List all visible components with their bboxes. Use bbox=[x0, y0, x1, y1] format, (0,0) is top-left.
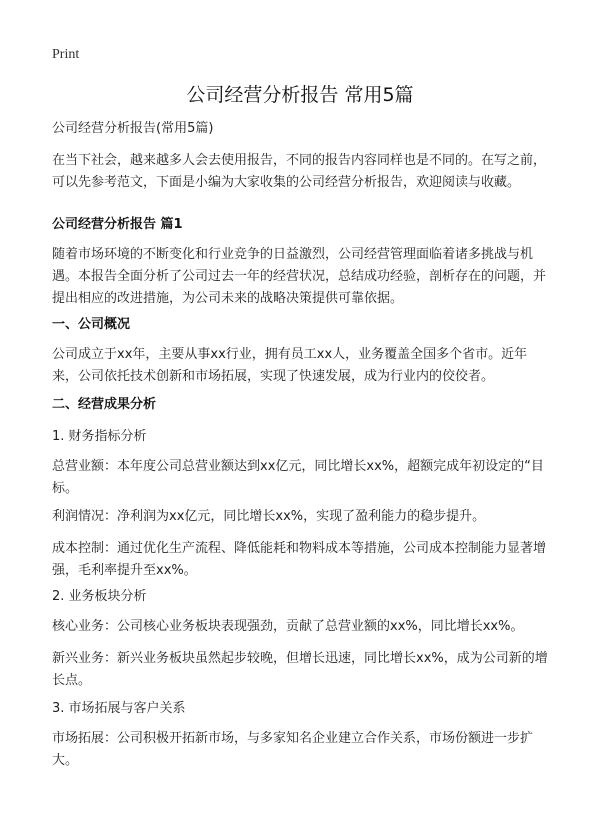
print-label[interactable]: Print bbox=[52, 47, 80, 62]
results-heading: 二、经营成果分析 bbox=[52, 397, 157, 412]
section1-paragraph: 随着市场环境的不断变化和行业竞争的日益激烈，公司经营管理面临着诸多挑战与机遇。本报告全面分析了公司过去一年的经营状况，总结成功经验，剖析存在的问题，并提出相应的改进措施，为公司未来的战略决策提供可靠依据。 bbox=[52, 247, 547, 306]
finance-cost: 成本控制：通过优化生产流程、降低能耗和物料成本等措施，公司成本控制能力显著增强，毛利率提升至xx%。 bbox=[52, 541, 547, 578]
overview-heading: 一、公司概况 bbox=[52, 317, 131, 332]
business-heading: 2. 业务板块分析 bbox=[52, 589, 147, 604]
page-title: 公司经营分析报告 常用5篇 bbox=[186, 84, 414, 106]
market-heading: 3. 市场拓展与客户关系 bbox=[52, 701, 186, 716]
overview-paragraph: 公司成立于xx年，主要从事xx行业，拥有员工xx人，业务覆盖全国多个省市。近年来，公司依托技术创新和市场拓展，实现了快速发展，成为行业内的佼佼者。 bbox=[52, 347, 528, 384]
market-expansion: 市场拓展：公司积极开拓新市场，与多家知名企业建立合作关系，市场份额进一步扩大。 bbox=[52, 731, 534, 768]
business-emerging: 新兴业务：新兴业务板块虽然起步较晚，但增长迅速，同比增长xx%，成为公司新的增长点。 bbox=[52, 651, 548, 688]
intro-paragraph: 在当下社会，越来越多人会去使用报告，不同的报告内容同样也是不同的。在写之前，可以先参考范文，下面是小编为大家收集的公司经营分析报告，欢迎阅读与收藏。 bbox=[52, 153, 547, 190]
finance-heading: 1. 财务指标分析 bbox=[52, 429, 147, 444]
business-core: 核心业务：公司核心业务板块表现强劲，贡献了总营业额的xx%，同比增长xx%。 bbox=[52, 619, 524, 634]
section1-heading: 公司经营分析报告 篇1 bbox=[52, 217, 183, 232]
subtitle: 公司经营分析报告(常用5篇) bbox=[52, 121, 214, 136]
finance-profit: 利润情况：净利润为xx亿元，同比增长xx%，实现了盈利能力的稳步提升。 bbox=[52, 509, 486, 524]
finance-revenue: 总营业额：本年度公司总营业额达到xx亿元，同比增长xx%，超额完成年初设定的“目标。 bbox=[52, 459, 544, 496]
